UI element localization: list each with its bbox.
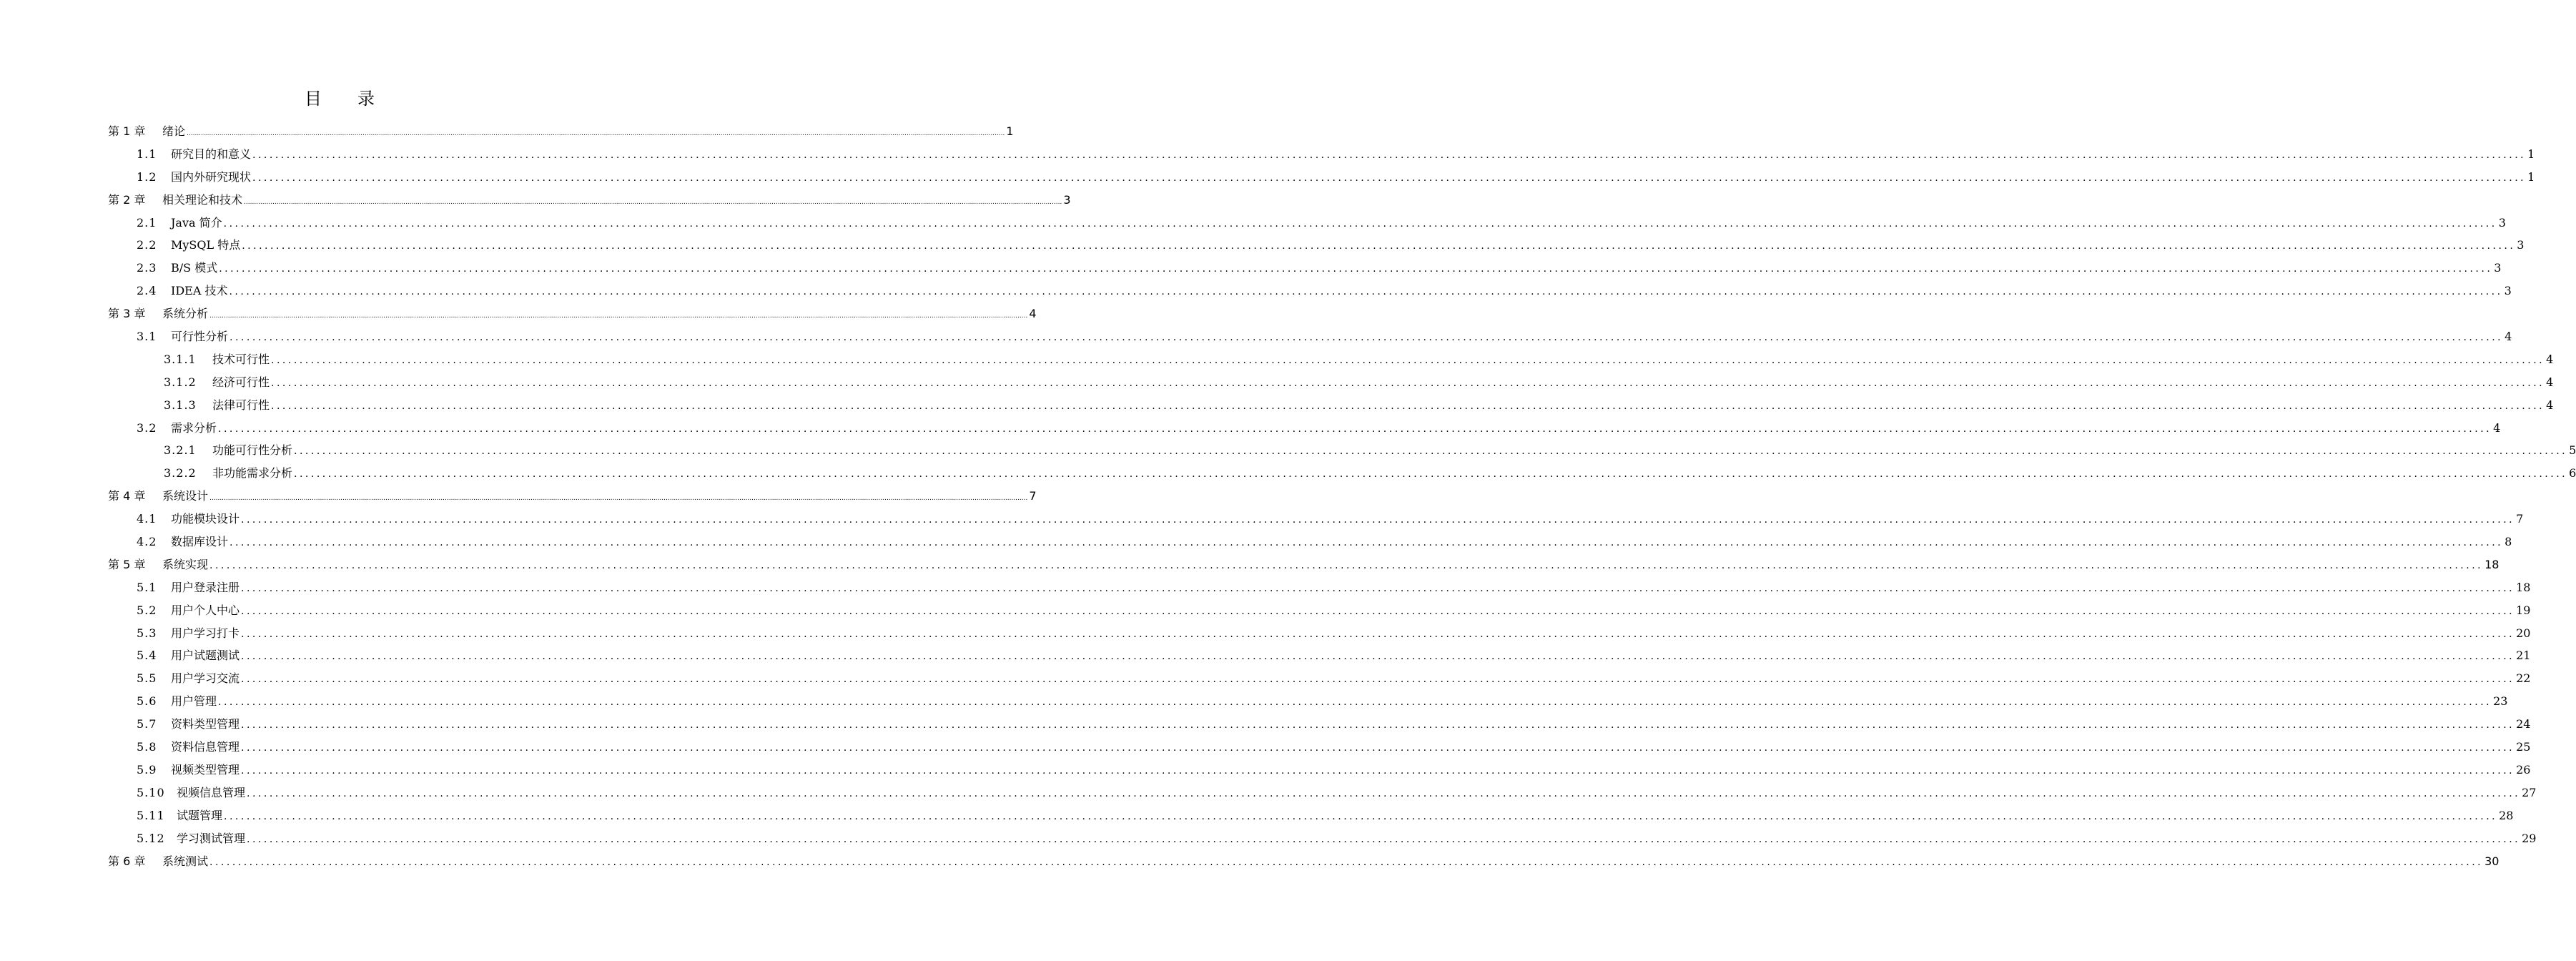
toc-entry-page: 7	[2516, 512, 2524, 526]
toc-leader-dots: ................................................................................................................................................................................................................................................................................................................................................................................................................	[241, 628, 2515, 640]
toc-entry[interactable]	[108, 462, 2576, 485]
toc-entry[interactable]	[108, 212, 2506, 235]
toc-entry[interactable]	[108, 622, 2531, 645]
toc-entry-number: 5.10	[137, 785, 165, 799]
toc-entry[interactable]	[108, 280, 2512, 302]
toc-entry[interactable]	[108, 166, 2535, 189]
toc-entry-title: 功能模块设计	[171, 512, 240, 526]
toc-entry-number: 5.12	[137, 831, 165, 845]
toc-leader-dots: ................................................................................................................................................................................................................................................................................................................................................................................................................	[252, 149, 2527, 161]
toc-entry-number: 5.7	[137, 717, 157, 731]
toc-entry-title: 绪论	[162, 124, 186, 138]
toc-entry[interactable]	[108, 371, 2554, 394]
toc-entry[interactable]	[108, 439, 2576, 462]
toc-leader-dots: ................................................................................................................................................................................................................................................................................................................................................................................................................	[241, 582, 2515, 594]
toc-entry-title: 视频类型管理	[171, 762, 240, 777]
toc-entry-title: 系统实现	[162, 557, 209, 571]
toc-entry-title: 非功能需求分析	[212, 466, 293, 480]
toc-entry-title: 经济可行性	[212, 375, 270, 389]
toc-entry-number: 第 3 章	[108, 307, 146, 321]
toc-entry-page: 19	[2516, 603, 2531, 617]
toc-entry-title: 用户管理	[171, 694, 217, 709]
toc-entry[interactable]	[108, 189, 1071, 212]
toc-entry-number: 第 4 章	[108, 489, 146, 503]
toc-leader-dots: ................................................................................................................................................................................................................................................................................................................................................................................................................	[229, 286, 2503, 298]
toc-entry-title: 国内外研究现状	[171, 169, 252, 184]
toc-entry-number: 5.8	[137, 740, 157, 754]
toc-entry-title: 功能可行性分析	[212, 443, 293, 458]
toc-leader-dots: ................................................................................................................................................................................................................................................................................................................................................................................................................	[230, 332, 2504, 344]
toc-entry[interactable]	[108, 143, 2535, 166]
toc-entry-title: 用户试题测试	[171, 649, 240, 663]
toc-entry[interactable]	[108, 736, 2531, 759]
toc-entry-page: 4	[1029, 307, 1037, 321]
toc-entry[interactable]	[108, 325, 2512, 348]
toc-entry[interactable]	[108, 782, 2537, 804]
table-of-contents	[108, 120, 2576, 872]
toc-leader-dots: ................................................................................................................................................................................................................................................................................................................................................................................................................	[294, 445, 2568, 458]
toc-entry[interactable]	[108, 553, 2499, 576]
toc-leader-dots: ................................................................................................................................................................................................................................................................................................................................................................................................................	[218, 696, 2492, 709]
toc-entry[interactable]	[108, 485, 1037, 508]
toc-leader-dots: ................................................................................................................................................................................................................................................................................................................................................................................................................	[241, 764, 2515, 777]
toc-entry-page: 6	[2569, 466, 2576, 480]
toc-entry-page: 1	[2527, 169, 2535, 184]
toc-leader-dots: ................................................................................................................................................................................................................................................................................................................................................................................................................	[247, 833, 2521, 845]
toc-entry-page: 4	[2546, 375, 2554, 389]
toc-leader-dots: ................................................................................................................................................................................................................................................................................................................................................................................................................	[241, 742, 2515, 754]
toc-entry[interactable]	[108, 234, 2525, 257]
toc-entry-title: 学习测试管理	[177, 831, 246, 845]
toc-leader-dots: ................................................................................................................................................................................................................................................................................................................................................................................................................	[241, 514, 2515, 526]
toc-leader-dots: ................................................................................................................................................................................................................................................................................................................................................................................................................	[271, 400, 2545, 412]
toc-entry[interactable]	[108, 531, 2512, 553]
toc-entry-number: 3.2	[137, 420, 157, 435]
toc-entry[interactable]	[108, 827, 2537, 850]
toc-entry-number: 5.4	[137, 649, 157, 663]
toc-entry-page: 18	[2484, 557, 2499, 571]
toc-entry-title: MySQL 特点	[171, 238, 241, 252]
toc-leader-dots: ................................................................................................................................................................................................................................................................................................................................................................................................................	[247, 787, 2521, 799]
toc-entry-title: 用户个人中心	[171, 603, 240, 617]
toc-entry-number: 2.1	[137, 215, 157, 230]
toc-entry-number: 第 6 章	[108, 854, 146, 868]
toc-entry-number: 5.6	[137, 694, 157, 709]
toc-leader-dots: ................................................................................................................................................................................................................................................................................................................................................................................................................	[209, 856, 2484, 868]
toc-leader-dots: ................................................................................................................................................................................................................................................................................................................................................................................................................	[209, 559, 2484, 571]
toc-entry[interactable]	[108, 576, 2531, 599]
title-char-1: 目	[305, 89, 322, 109]
toc-entry-title: 相关理论和技术	[162, 192, 243, 207]
toc-leader-dots: ................................................................................................................................................................................................................................................................................................................................................................................................................	[209, 495, 1028, 503]
toc-leader-dots: ................................................................................................................................................................................................................................................................................................................................................................................................................	[218, 423, 2492, 435]
toc-leader-dots: ................................................................................................................................................................................................................................................................................................................................................................................................................	[271, 354, 2545, 366]
toc-entry-page: 3	[2517, 238, 2525, 252]
toc-entry-page: 3	[1063, 192, 1071, 207]
toc-entry-number: 5.1	[137, 580, 157, 594]
toc-leader-dots: ................................................................................................................................................................................................................................................................................................................................................................................................................	[241, 719, 2515, 731]
toc-leader-dots: ................................................................................................................................................................................................................................................................................................................................................................................................................	[242, 240, 2516, 252]
toc-entry[interactable]	[108, 644, 2531, 667]
toc-entry-number: 3.1.3	[164, 398, 197, 412]
toc-entry[interactable]	[108, 348, 2554, 371]
toc-entry[interactable]	[108, 690, 2508, 713]
toc-entry[interactable]	[108, 599, 2531, 622]
toc-entry-title: 用户学习交流	[171, 671, 240, 686]
toc-entry-number: 2.2	[137, 238, 157, 252]
toc-entry[interactable]	[108, 257, 2502, 280]
toc-entry[interactable]	[108, 667, 2531, 690]
toc-entry[interactable]	[108, 508, 2524, 531]
toc-entry-title: 研究目的和意义	[171, 147, 252, 161]
toc-entry[interactable]	[108, 120, 1014, 143]
toc-entry-number: 3.1.1	[164, 352, 197, 366]
toc-entry-page: 8	[2505, 535, 2512, 549]
toc-entry-number: 1.1	[137, 147, 157, 161]
toc-entry-page: 1	[2527, 147, 2535, 161]
title-char-2: 录	[357, 89, 375, 109]
toc-entry-number: 第 5 章	[108, 557, 146, 571]
toc-entry-number: 2.4	[137, 284, 157, 298]
toc-entry-number: 2.3	[137, 261, 157, 275]
toc-entry[interactable]	[108, 850, 2499, 873]
page-title	[0, 84, 679, 109]
toc-entry-number: 5.2	[137, 603, 157, 617]
toc-entry-number: 4.1	[137, 512, 157, 526]
toc-leader-dots: ................................................................................................................................................................................................................................................................................................................................................................................................................	[219, 263, 2493, 275]
toc-entry-page: 4	[2546, 398, 2554, 412]
toc-entry-title: 资料信息管理	[171, 740, 240, 754]
toc-entry-title: 视频信息管理	[177, 785, 246, 799]
toc-entry-page: 18	[2516, 580, 2531, 594]
toc-entry[interactable]	[108, 394, 2554, 417]
toc-leader-dots: ................................................................................................................................................................................................................................................................................................................................................................................................................	[224, 810, 2498, 822]
toc-entry-number: 4.2	[137, 535, 157, 549]
toc-entry-title: B/S 模式	[171, 261, 218, 275]
toc-entry-number: 3.2.2	[164, 466, 197, 480]
toc-entry-title: 技术可行性	[212, 352, 270, 366]
toc-entry-title: IDEA 技术	[171, 284, 228, 298]
toc-entry-title: 需求分析	[171, 420, 217, 435]
toc-entry-number: 5.9	[137, 762, 157, 777]
toc-leader-dots: ................................................................................................................................................................................................................................................................................................................................................................................................................	[223, 217, 2497, 230]
toc-entry-number: 3.1.2	[164, 375, 197, 389]
toc-entry-page: 28	[2499, 808, 2514, 822]
toc-entry[interactable]	[108, 302, 1037, 325]
toc-entry-page: 27	[2522, 785, 2537, 799]
toc-entry-page: 26	[2516, 762, 2531, 777]
toc-entry-number: 3.2.1	[164, 443, 197, 458]
toc-entry-title: 数据库设计	[171, 535, 229, 549]
toc-entry-page: 3	[2498, 215, 2506, 230]
toc-leader-dots: ................................................................................................................................................................................................................................................................................................................................................................................................................	[241, 674, 2515, 686]
toc-entry-number: 第 1 章	[108, 124, 146, 138]
toc-entry-number: 5.3	[137, 626, 157, 640]
toc-leader-dots: ................................................................................................................................................................................................................................................................................................................................................................................................................	[241, 605, 2515, 617]
toc-entry-title: 可行性分析	[171, 330, 229, 344]
toc-leader-dots: ................................................................................................................................................................................................................................................................................................................................................................................................................	[241, 651, 2515, 663]
toc-entry[interactable]	[108, 713, 2531, 736]
toc-entry[interactable]	[108, 417, 2501, 440]
toc-entry-title: 系统分析	[162, 307, 209, 321]
toc-entry-page: 30	[2484, 854, 2499, 868]
toc-entry[interactable]	[108, 804, 2514, 827]
toc-entry-title: 法律可行性	[212, 398, 270, 412]
toc-entry-title: Java 简介	[171, 215, 222, 230]
toc-entry-page: 4	[2546, 352, 2554, 366]
toc-entry-page: 24	[2516, 717, 2531, 731]
toc-entry-page: 23	[2493, 694, 2508, 709]
toc-leader-dots: ................................................................................................................................................................................................................................................................................................................................................................................................................	[244, 198, 1062, 206]
toc-entry-title: 系统设计	[162, 489, 209, 503]
toc-leader-dots: ................................................................................................................................................................................................................................................................................................................................................................................................................	[187, 130, 1005, 137]
toc-leader-dots: ................................................................................................................................................................................................................................................................................................................................................................................................................	[230, 537, 2504, 549]
toc-entry-title: 用户登录注册	[171, 580, 240, 594]
toc-entry-number: 第 2 章	[108, 192, 146, 207]
toc-entry-page: 3	[2504, 284, 2512, 298]
toc-entry-page: 20	[2516, 626, 2531, 640]
toc-entry-number: 1.2	[137, 169, 157, 184]
toc-entry-number: 5.5	[137, 671, 157, 686]
toc-entry-number: 3.1	[137, 330, 157, 344]
toc-entry-page: 4	[2505, 330, 2512, 344]
toc-leader-dots: ................................................................................................................................................................................................................................................................................................................................................................................................................	[252, 172, 2527, 184]
toc-entry-page: 29	[2522, 831, 2537, 845]
toc-entry-page: 21	[2516, 649, 2531, 663]
toc-entry-page: 1	[1006, 124, 1014, 138]
toc-leader-dots: ................................................................................................................................................................................................................................................................................................................................................................................................................	[271, 377, 2545, 389]
toc-entry-page: 22	[2516, 671, 2531, 686]
toc-entry[interactable]	[108, 759, 2531, 782]
toc-entry-page: 25	[2516, 740, 2531, 754]
toc-leader-dots: ................................................................................................................................................................................................................................................................................................................................................................................................................	[209, 312, 1028, 320]
toc-entry-title: 系统测试	[162, 854, 209, 868]
toc-entry-title: 资料类型管理	[171, 717, 240, 731]
toc-entry-title: 试题管理	[177, 808, 223, 822]
toc-entry-page: 5	[2569, 443, 2576, 458]
toc-entry-page: 4	[2493, 420, 2501, 435]
toc-entry-page: 3	[2494, 261, 2502, 275]
toc-entry-page: 7	[1029, 489, 1037, 503]
toc-entry-number: 5.11	[137, 808, 165, 822]
toc-leader-dots: ................................................................................................................................................................................................................................................................................................................................................................................................................	[294, 468, 2568, 480]
toc-entry-title: 用户学习打卡	[171, 626, 240, 640]
